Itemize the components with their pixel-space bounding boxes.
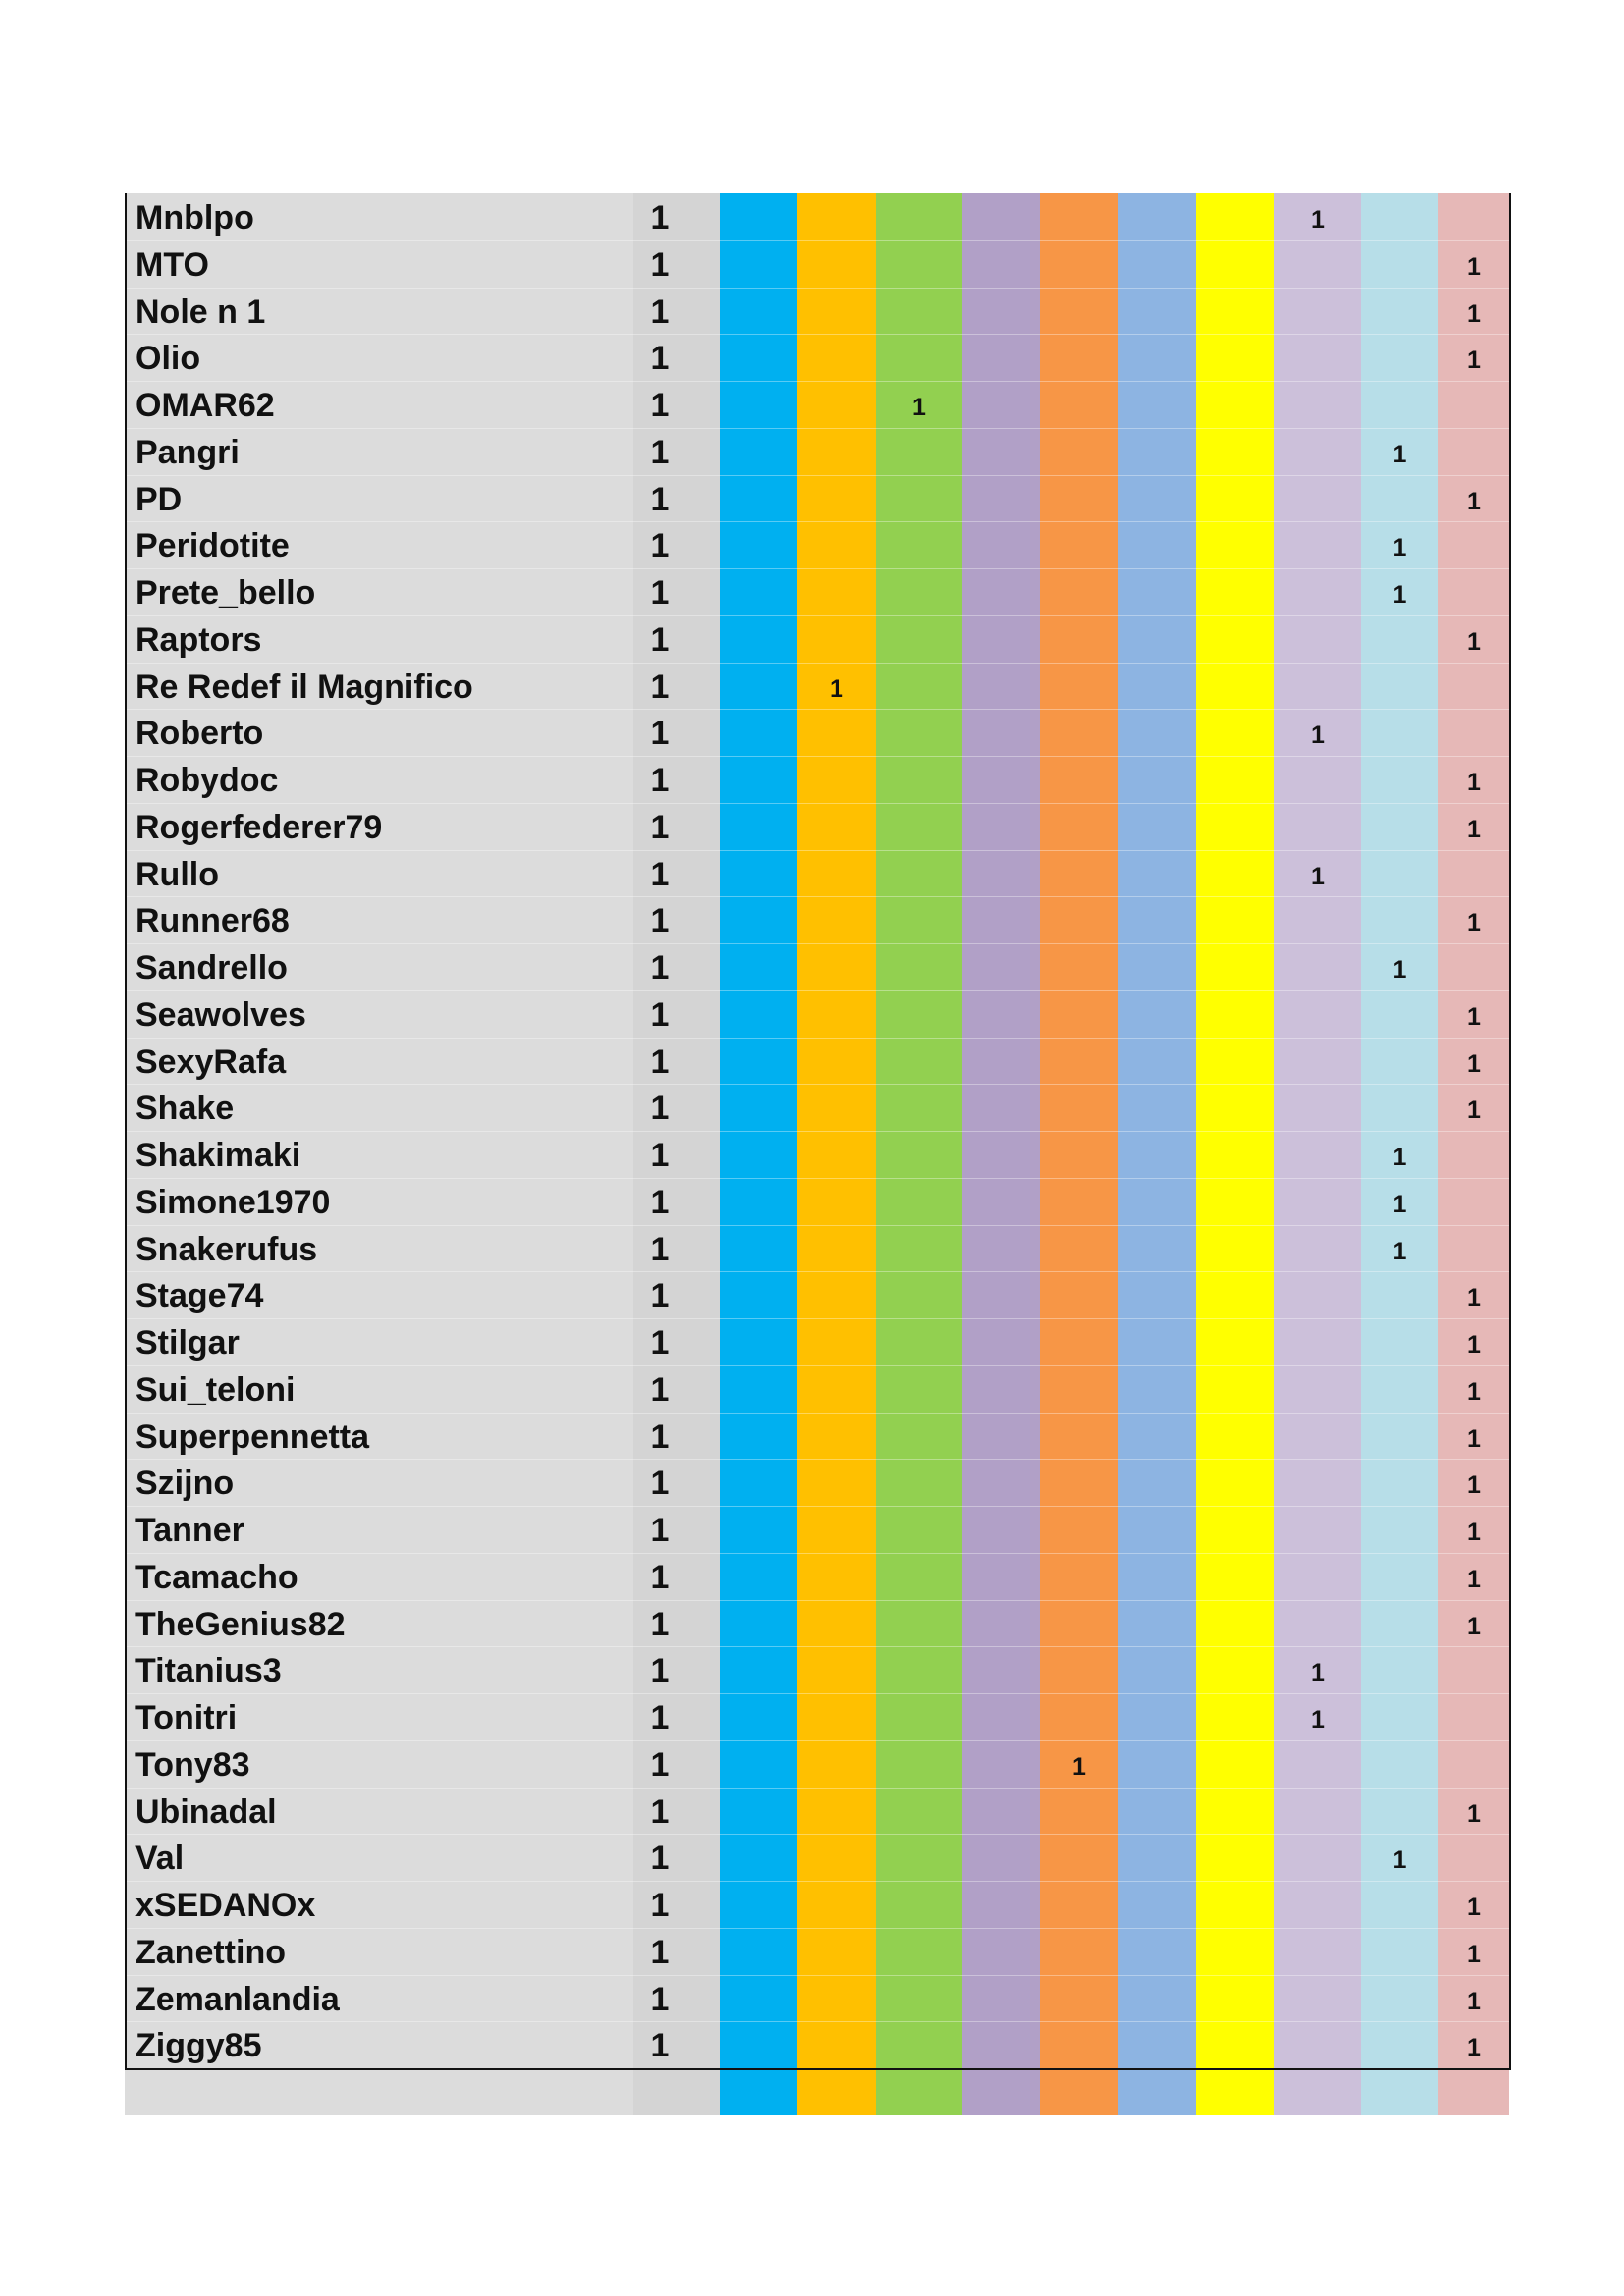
category-mark: 1 xyxy=(1467,1002,1481,1031)
player-total: 1 xyxy=(650,995,670,1034)
category-mark: 1 xyxy=(1392,1144,1407,1171)
category-mark: 1 xyxy=(1467,252,1481,281)
player-total: 1 xyxy=(650,1699,670,1736)
category-mark: 1 xyxy=(1311,862,1325,890)
player-total: 1 xyxy=(650,1042,670,1081)
category-mark: 1 xyxy=(1392,534,1407,562)
player-total: 1 xyxy=(650,574,670,612)
player-name: Nole n 1 xyxy=(135,293,266,331)
player-name: PD xyxy=(135,480,183,518)
player-name: Tonitri xyxy=(135,1699,238,1736)
player-name: Raptors xyxy=(135,620,262,659)
player-total: 1 xyxy=(650,245,670,284)
category-mark: 1 xyxy=(1467,1049,1481,1078)
player-name: Zemanlandia xyxy=(135,1980,340,2018)
category-mark: 1 xyxy=(1467,1519,1481,1546)
category-mark: 1 xyxy=(1392,1237,1407,1265)
category-mark: 1 xyxy=(1467,1471,1481,1500)
category-mark: 1 xyxy=(1467,1424,1481,1453)
category-mark: 1 xyxy=(1467,1799,1481,1828)
player-total: 1 xyxy=(650,949,670,987)
player-total: 1 xyxy=(650,1745,670,1784)
player-total: 1 xyxy=(650,1980,670,2018)
category-mark: 1 xyxy=(1467,1894,1481,1921)
player-total: 1 xyxy=(650,1512,670,1549)
category-mark: 1 xyxy=(830,674,843,703)
player-name: Szijno xyxy=(135,1465,235,1503)
player-name: Rogerfederer79 xyxy=(135,808,383,846)
player-name: Ziggy85 xyxy=(135,2027,262,2065)
player-name: Shakimaki xyxy=(135,1137,301,1174)
category-mark: 1 xyxy=(1311,721,1325,750)
player-total: 1 xyxy=(650,480,670,518)
player-name: Sui_teloni xyxy=(135,1370,296,1409)
player-total: 1 xyxy=(650,1605,670,1643)
category-mark: 1 xyxy=(1467,1612,1481,1640)
player-total: 1 xyxy=(650,387,670,424)
category-mark: 1 xyxy=(1467,1284,1481,1312)
category-mark: 1 xyxy=(1467,1565,1481,1593)
player-total: 1 xyxy=(650,1090,670,1128)
player-total: 1 xyxy=(650,1277,670,1315)
player-total: 1 xyxy=(650,1183,670,1221)
player-total: 1 xyxy=(650,1933,670,1971)
player-total: 1 xyxy=(650,762,670,799)
player-name: TheGenius82 xyxy=(135,1605,346,1643)
player-total: 1 xyxy=(650,527,670,565)
player-name: SexyRafa xyxy=(135,1042,287,1081)
player-total: 1 xyxy=(650,1465,670,1503)
player-name: Stilgar xyxy=(135,1324,240,1362)
player-name: Superpennetta xyxy=(135,1417,370,1456)
player-total: 1 xyxy=(650,855,670,893)
player-name: Seawolves xyxy=(135,995,306,1034)
player-total: 1 xyxy=(650,1652,670,1690)
player-total: 1 xyxy=(650,902,670,940)
category-mark: 1 xyxy=(1392,1846,1407,1875)
category-mark: 1 xyxy=(1467,2034,1481,2062)
player-name: Runner68 xyxy=(135,902,290,940)
player-name: Sandrello xyxy=(135,949,288,987)
category-mark: 1 xyxy=(1467,299,1481,328)
category-mark: 1 xyxy=(1311,206,1325,234)
player-name: OMAR62 xyxy=(135,387,275,424)
player-name: MTO xyxy=(135,245,209,284)
category-mark: 1 xyxy=(1392,956,1407,984)
player-name: Tanner xyxy=(135,1512,244,1549)
player-name: Mnblpo xyxy=(135,199,254,237)
player-total: 1 xyxy=(650,1324,670,1362)
player-name: Tony83 xyxy=(135,1745,250,1784)
player-name: Peridotite xyxy=(135,527,290,565)
score-table xyxy=(125,193,1509,2115)
player-total: 1 xyxy=(650,715,670,753)
player-name: Snakerufus xyxy=(135,1230,318,1268)
player-total: 1 xyxy=(650,1792,670,1831)
category-mark: 1 xyxy=(1392,581,1407,609)
player-name: Zanettino xyxy=(135,1933,286,1971)
player-name: Pangri xyxy=(135,433,240,471)
category-mark: 1 xyxy=(1467,815,1481,843)
player-name: xSEDANOx xyxy=(135,1887,316,1924)
player-name: Prete_bello xyxy=(135,574,316,612)
player-total: 1 xyxy=(650,1137,670,1174)
player-name: Stage74 xyxy=(135,1277,264,1315)
category-mark: 1 xyxy=(1392,440,1407,468)
player-total: 1 xyxy=(650,1558,670,1596)
player-name: Re Redef il Magnifico xyxy=(135,667,473,706)
player-name: Tcamacho xyxy=(135,1558,298,1596)
category-mark: 1 xyxy=(1467,1377,1481,1406)
category-mark: 1 xyxy=(1311,1706,1325,1734)
player-name: Shake xyxy=(135,1090,235,1128)
player-total: 1 xyxy=(650,667,670,706)
category-mark: 1 xyxy=(1467,909,1481,937)
category-mark: 1 xyxy=(1467,1096,1481,1125)
player-total: 1 xyxy=(650,1840,670,1878)
player-name: Olio xyxy=(135,340,201,378)
player-total: 1 xyxy=(650,199,670,237)
category-mark: 1 xyxy=(1467,1331,1481,1359)
player-total: 1 xyxy=(650,293,670,331)
category-mark: 1 xyxy=(1072,1752,1086,1781)
player-name: Val xyxy=(135,1840,185,1878)
category-mark: 1 xyxy=(1311,1659,1325,1687)
table-border xyxy=(125,193,1511,2070)
category-mark: 1 xyxy=(1467,627,1481,656)
player-total: 1 xyxy=(650,2027,670,2065)
player-name: Roberto xyxy=(135,715,264,753)
player-total: 1 xyxy=(650,1417,670,1456)
category-mark: 1 xyxy=(1467,769,1481,796)
category-mark: 1 xyxy=(912,394,926,421)
player-name: Rullo xyxy=(135,855,219,893)
player-total: 1 xyxy=(650,620,670,659)
category-mark: 1 xyxy=(1467,1987,1481,2015)
player-name: Ubinadal xyxy=(135,1792,277,1831)
category-mark: 1 xyxy=(1467,487,1481,515)
player-total: 1 xyxy=(650,433,670,471)
player-name: Titanius3 xyxy=(135,1652,282,1690)
player-total: 1 xyxy=(650,1230,670,1268)
category-mark: 1 xyxy=(1467,1940,1481,1968)
player-total: 1 xyxy=(650,808,670,846)
category-mark: 1 xyxy=(1392,1190,1407,1218)
player-total: 1 xyxy=(650,340,670,378)
player-name: Robydoc xyxy=(135,762,279,799)
player-total: 1 xyxy=(650,1370,670,1409)
player-total: 1 xyxy=(650,1887,670,1924)
player-name: Simone1970 xyxy=(135,1183,331,1221)
category-mark: 1 xyxy=(1467,347,1481,375)
